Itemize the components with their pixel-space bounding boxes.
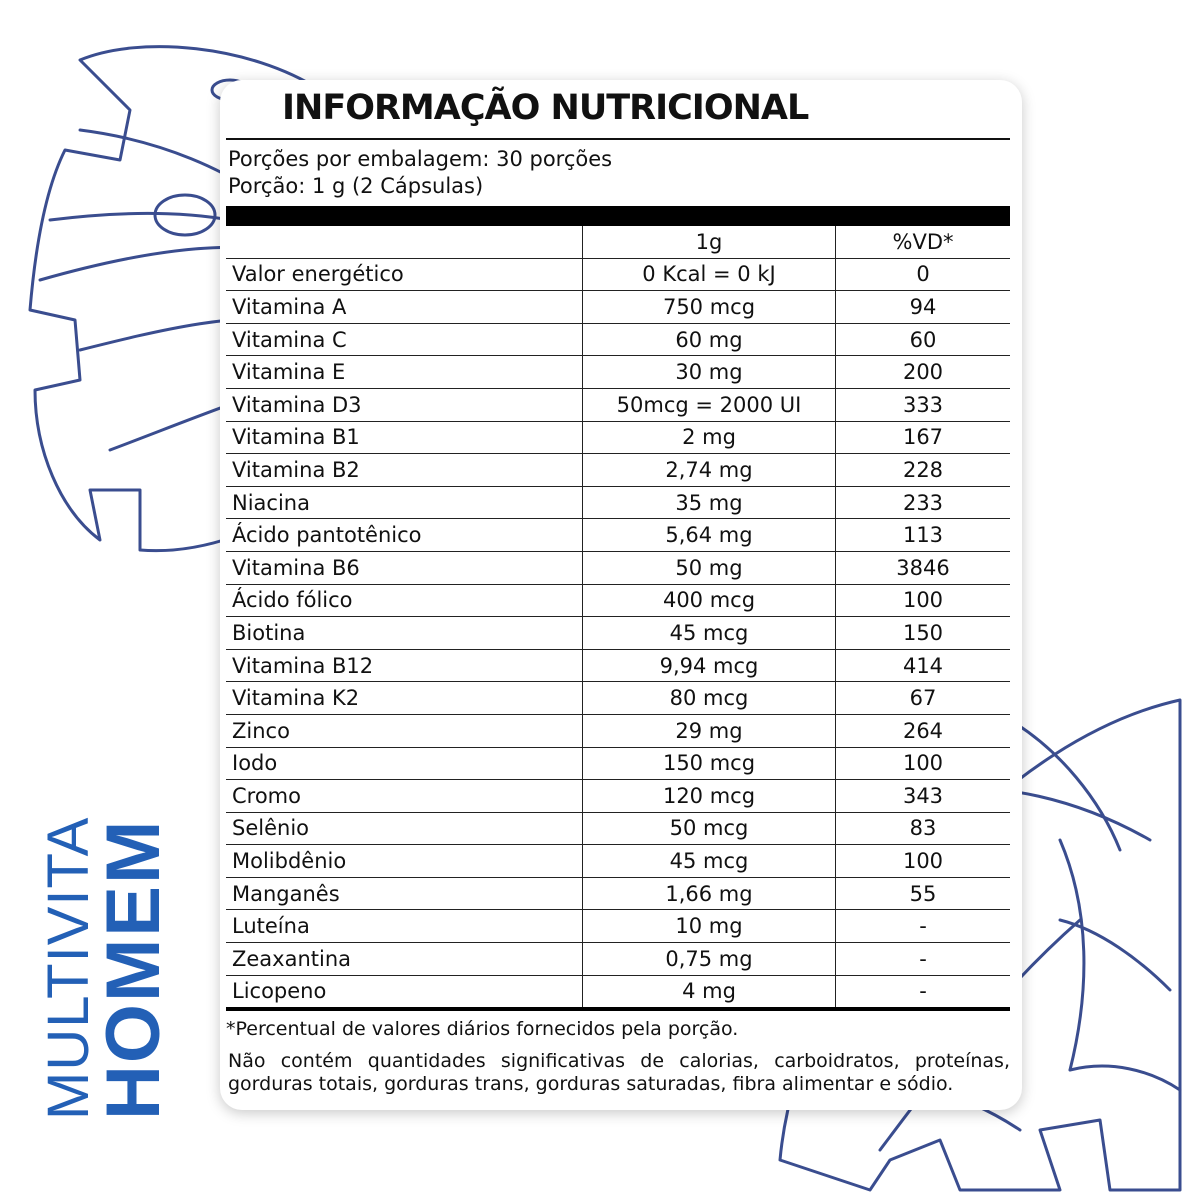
table-row [226,454,1010,487]
nutrient-name: Vitamina D3 [226,388,583,421]
daily-value-percent: 94 [836,291,1011,324]
daily-value-percent: 113 [836,519,1011,552]
table-row [226,584,1010,617]
daily-value-percent: 100 [836,747,1011,780]
nutrient-amount: 2 mg [583,421,836,454]
table-row [226,551,1010,584]
daily-value-percent: - [836,975,1011,1009]
nutrient-amount: 2,74 mg [583,454,836,487]
nutrient-amount: 0,75 mg [583,943,836,976]
nutrient-amount: 80 mcg [583,682,836,715]
nutrient-name: Iodo [226,747,583,780]
table-row [226,617,1010,650]
daily-value-percent: 333 [836,388,1011,421]
nutrient-amount: 45 mcg [583,617,836,650]
nutrient-name: Ácido fólico [226,584,583,617]
nutrient-name: Vitamina E [226,356,583,389]
daily-value-percent: 167 [836,421,1011,454]
nutrient-amount: 50mcg = 2000 UI [583,388,836,421]
nutrient-name: Vitamina B12 [226,649,583,682]
nutrient-amount: 150 mcg [583,747,836,780]
nutrient-name: Vitamina A [226,291,583,324]
nutrient-name: Selênio [226,812,583,845]
nutrient-name: Manganês [226,877,583,910]
daily-value-percent: 3846 [836,551,1011,584]
nutrient-amount: 5,64 mg [583,519,836,552]
nutrient-name: Ácido pantotênico [226,519,583,552]
daily-value-percent: 67 [836,682,1011,715]
daily-value-percent: 228 [836,454,1011,487]
nutrient-amount: 4 mg [583,975,836,1009]
nutrient-name: Cromo [226,780,583,813]
brand-wordmark [36,790,176,1120]
nutrient-name: Biotina [226,617,583,650]
column-header [226,226,583,258]
table-row [226,649,1010,682]
daily-value-percent: 200 [836,356,1011,389]
nutrient-name: Zeaxantina [226,943,583,976]
column-header: %VD* [836,226,1011,258]
daily-value-percent: 100 [836,584,1011,617]
daily-value-percent: 343 [836,780,1011,813]
daily-value-percent: 55 [836,877,1011,910]
table-row [226,714,1010,747]
table-header-row [226,226,1010,258]
table-row [226,421,1010,454]
footnote: *Percentual de valores diários fornecidos pela porção. [226,1018,739,1040]
table-row [226,486,1010,519]
nutrient-amount: 400 mcg [583,584,836,617]
table-row [226,682,1010,715]
nutrient-amount: 9,94 mcg [583,649,836,682]
table-row [226,747,1010,780]
nutrient-amount: 750 mcg [583,291,836,324]
nutrient-amount: 120 mcg [583,780,836,813]
nutrient-amount: 0 Kcal = 0 kJ [583,258,836,291]
nutrient-name: Vitamina K2 [226,682,583,715]
nutrient-amount: 30 mg [583,356,836,389]
serving-size: Porção: 1 g (2 Cápsulas) [228,174,484,198]
table-row [226,356,1010,389]
table-row [226,975,1010,1009]
daily-value-percent: 0 [836,258,1011,291]
nutrient-amount: 50 mcg [583,812,836,845]
table-row [226,780,1010,813]
nutrient-name: Licopeno [226,975,583,1009]
servings-per-package: Porções por embalagem: 30 porções [228,147,613,171]
daily-value-percent: 264 [836,714,1011,747]
column-header: 1g [583,226,836,258]
nutrient-name: Molibdênio [226,845,583,878]
nutrition-table [226,226,1010,1011]
nutrient-amount: 45 mcg [583,845,836,878]
daily-value-percent: 83 [836,812,1011,845]
table-row [226,845,1010,878]
daily-value-percent: - [836,943,1011,976]
nutrient-name: Luteína [226,910,583,943]
daily-value-percent: 150 [836,617,1011,650]
nutrient-amount: 29 mg [583,714,836,747]
table-row [226,910,1010,943]
daily-value-percent: 233 [836,486,1011,519]
table-row [226,877,1010,910]
nutrient-name: Zinco [226,714,583,747]
table-row [226,812,1010,845]
nutrient-name: Vitamina B1 [226,421,583,454]
daily-value-percent: 414 [836,649,1011,682]
table-row [226,519,1010,552]
nutrient-amount: 50 mg [583,551,836,584]
nutrient-name: Vitamina B2 [226,454,583,487]
nutrient-amount: 10 mg [583,910,836,943]
table-row [226,323,1010,356]
nutrient-name: Vitamina C [226,323,583,356]
nutrient-name: Vitamina B6 [226,551,583,584]
serving-info [228,146,612,200]
label-title: INFORMAÇÃO NUTRICIONAL [282,88,809,128]
header-bar [226,206,1010,226]
table-row [226,258,1010,291]
table-row [226,943,1010,976]
nutrient-amount: 60 mg [583,323,836,356]
nutrient-name: Niacina [226,486,583,519]
daily-value-percent: 100 [836,845,1011,878]
nutrient-name: Valor energético [226,258,583,291]
divider [226,138,1010,140]
disclaimer-note: Não contém quantidades significativas de calorias, carboidratos, proteínas, gorduras totais, gorduras trans, gorduras saturadas, fibra alimentar e sódio. [228,1050,1010,1095]
daily-value-percent: 60 [836,323,1011,356]
brand-line-multivita: MULTIVITA [36,816,101,1120]
daily-value-percent: - [836,910,1011,943]
table-row [226,388,1010,421]
nutrition-facts-card [220,80,1022,1110]
brand-line-homem: HOMEM [91,818,176,1120]
nutrient-amount: 1,66 mg [583,877,836,910]
table-row [226,291,1010,324]
nutrient-amount: 35 mg [583,486,836,519]
